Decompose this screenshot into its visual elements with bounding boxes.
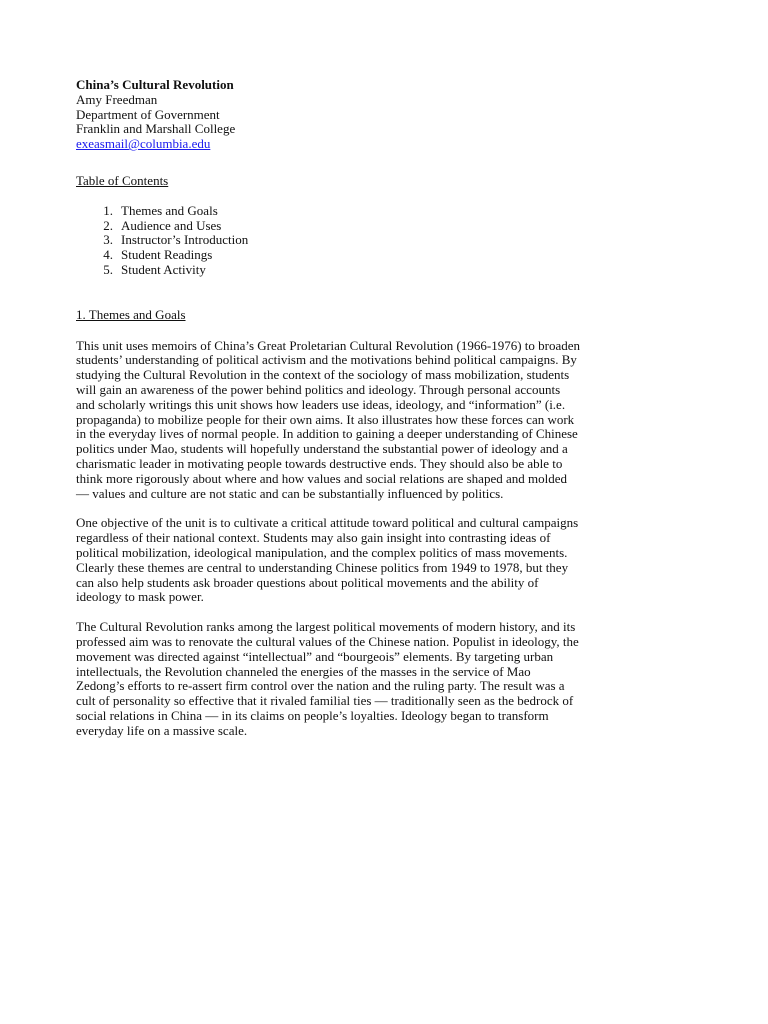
toc-item [76,248,576,263]
author-name: Amy Freedman [76,91,158,107]
paragraph-line: can also help students ask broader questions about political movements and the ability of [76,574,539,590]
paragraph-line: cult of personality so effective that it rivaled familial ties — traditionally seen as the bedrock of [76,693,574,709]
paragraph-line: politics under Mao, students will hopefully understand the substantial power of ideology and a [76,441,568,457]
toc-item-label: Instructor’s Introduction [121,232,249,248]
paragraph-line: intellectuals, the Revolution channeled the energies of the masses in the service of Mao [76,663,531,679]
paragraph-line: — values and culture are not static and can be substantially influenced by politics. [76,485,504,501]
paragraph-line: charismatic leader in motivating people towards destructive ends. They should also be able to [76,455,563,471]
toc-heading: Table of Contents [76,172,169,188]
toc-item-number: 5. [103,261,113,277]
paragraph-line: and scholarly writings this unit shows how leaders use ideas, ideology, and “information” (i.e. [76,396,566,412]
document-title: China’s Cultural Revolution [76,77,234,92]
toc-item-label: Student Activity [121,261,206,277]
paragraph-line: One objective of the unit is to cultivate a critical attitude toward political and cultural campaigns [76,515,579,531]
toc-list [76,204,576,278]
paragraph-line: think more rigorously about where and how values and social relations are shaped and molded [76,470,567,486]
paragraph-line: everyday life on a massive scale. [76,722,248,738]
institution-name: Franklin and Marshall College [76,121,236,137]
paragraph-line: in the everyday lives of normal people. In addition to gaining a deeper understanding of Chinese [76,426,578,442]
toc-item-number: 4. [103,247,113,263]
toc-item-number: 2. [103,217,113,233]
department-name: Department of Government [76,106,220,122]
paragraph-line: political mobilization, ideological manipulation, and the complex politics of mass movements. [76,544,568,560]
document-body [76,77,581,738]
paragraph-line: ideology to mask power. [76,589,204,605]
toc-item-number: 1. [103,202,113,218]
section-heading: 1. Themes and Goals [76,306,186,322]
paragraph-line: studying the Cultural Revolution in the context of the sociology of mass mobilization, students [76,367,570,383]
paragraph-line: The Cultural Revolution ranks among the largest political movements of modern history, and its [76,619,576,635]
toc-item [76,204,576,219]
body-paragraph [76,337,581,502]
toc-item-label: Audience and Uses [121,217,222,233]
paragraph-line: will gain an awareness of the power behind politics and ideology. Through personal accounts [76,381,561,397]
paragraph-line: propaganda) to mobilize people for their own aims. It also illustrates how these forces can work [76,411,575,427]
section-themes-and-goals [76,306,581,739]
paragraph-line: students’ understanding of political activism and the motivations behind political campaigns. By [76,352,577,368]
paragraph-line: professed aim was to renovate the cultural values of the Chinese nation. Populist in ideology, the [76,633,579,649]
document-header [76,78,576,152]
body-paragraph [76,515,579,605]
paragraph-line: Clearly these themes are central to understanding Chinese politics from 1949 to 1978, but they [76,559,569,575]
toc-item-label: Themes and Goals [121,202,218,218]
toc-item-label: Student Readings [121,247,213,263]
body-paragraph [76,619,579,738]
table-of-contents [76,174,576,278]
author-email-link[interactable]: exeasmail@columbia.edu [76,136,211,152]
paragraph-line: regardless of their national context. Students may also gain insight into contrasting ideas of [76,530,551,546]
paragraph-line: movement was directed against “intellectual” and “bourgeois” elements. By targeting urban [76,648,554,664]
toc-item-number: 3. [103,232,113,248]
paragraph-line: Zedong’s efforts to re-assert firm control over the nation and the ruling party. The result was a [76,678,565,694]
paragraph-line: This unit uses memoirs of China’s Great Proletarian Cultural Revolution (1966-1976) to broaden [76,337,581,353]
toc-item [76,219,576,234]
toc-item [76,233,576,248]
paragraph-line: social relations in China — in its claims on people’s loyalties. Ideology began to transform [76,707,549,723]
toc-item [76,263,576,278]
